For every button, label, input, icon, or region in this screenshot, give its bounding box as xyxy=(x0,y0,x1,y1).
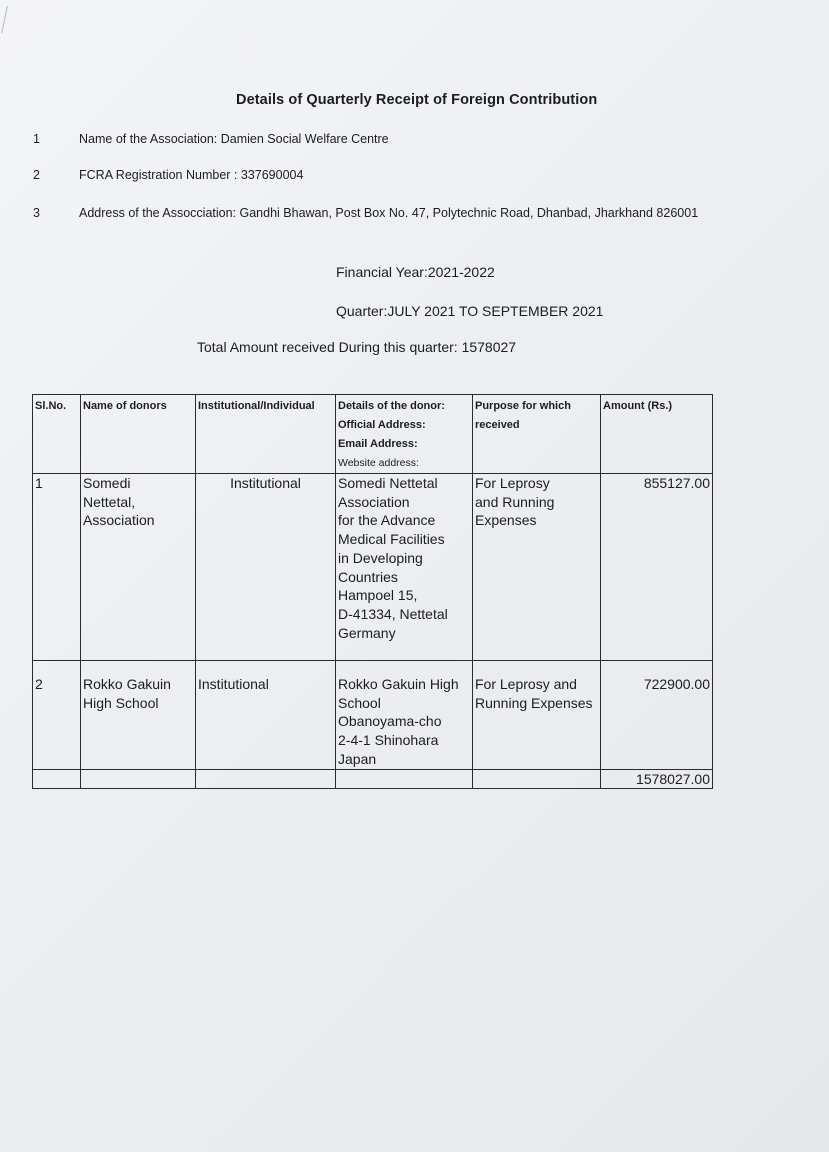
quarter: Quarter:JULY 2021 TO SEPTEMBER 2021 xyxy=(336,303,604,319)
cell-type: Institutional xyxy=(196,661,336,770)
header-details-line: Email Address: xyxy=(338,438,418,450)
donor-table xyxy=(32,394,713,789)
header-sl-no: Sl.No. xyxy=(33,395,81,474)
total-empty-cell xyxy=(81,769,196,789)
total-amount-received: Total Amount received During this quarter: 1578027 xyxy=(197,339,517,355)
table-header-row xyxy=(33,395,713,474)
header-details-line: Website address: xyxy=(338,457,419,469)
item-text: FCRA Registration Number : 337690004 xyxy=(79,168,304,182)
cell-donor-details: Rokko Gakuin High School Obanoyama-cho 2-4-1 Shinohara Japan xyxy=(336,661,473,770)
header-purpose: Purpose for which received xyxy=(473,395,601,474)
financial-year: Financial Year:2021-2022 xyxy=(336,264,495,280)
cell-donor-details: Somedi Nettetal Association for the Advance Medical Facilities in Developing Countries Hampoel 15, D-41334, Nettetal Germany xyxy=(336,474,473,661)
cell-purpose: For Leprosy and Running Expenses xyxy=(473,474,601,661)
total-empty-cell xyxy=(33,769,81,789)
item-text: Name of the Association: Damien Social Welfare Centre xyxy=(79,132,389,146)
header-details-line: Official Address: xyxy=(338,419,426,431)
item-number: 2 xyxy=(33,168,40,182)
cell-sl-no: 1 xyxy=(33,474,81,661)
item-text: Address of the Assocciation: Gandhi Bhawan, Post Box No. 47, Polytechnic Road, Dhanbad, Jharkhand 826001 xyxy=(79,206,699,220)
cell-type: Institutional xyxy=(196,474,336,661)
pen-mark xyxy=(1,6,11,34)
header-amount: Amount (Rs.) xyxy=(601,395,713,474)
total-empty-cell xyxy=(336,769,473,789)
header-donor-details xyxy=(336,395,473,474)
total-empty-cell xyxy=(196,769,336,789)
cell-sl-no: 2 xyxy=(33,661,81,770)
document-title: Details of Quarterly Receipt of Foreign Contribution xyxy=(236,92,598,108)
cell-amount: 722900.00 xyxy=(601,661,713,770)
item-number: 3 xyxy=(33,206,40,220)
cell-amount: 855127.00 xyxy=(601,474,713,661)
table-total-row xyxy=(33,769,713,789)
header-name-of-donors: Name of donors xyxy=(81,395,196,474)
cell-donor-name: Somedi Nettetal, Association xyxy=(81,474,196,661)
header-institutional-individual: Institutional/Individual xyxy=(196,395,336,474)
header-details-line: Details of the donor: xyxy=(338,400,445,412)
cell-purpose: For Leprosy and Running Expenses xyxy=(473,661,601,770)
total-amount-cell: 1578027.00 xyxy=(601,769,713,789)
total-empty-cell xyxy=(473,769,601,789)
item-number: 1 xyxy=(33,132,40,146)
table-row xyxy=(33,661,713,770)
table-row xyxy=(33,474,713,661)
cell-donor-name: Rokko Gakuin High School xyxy=(81,661,196,770)
